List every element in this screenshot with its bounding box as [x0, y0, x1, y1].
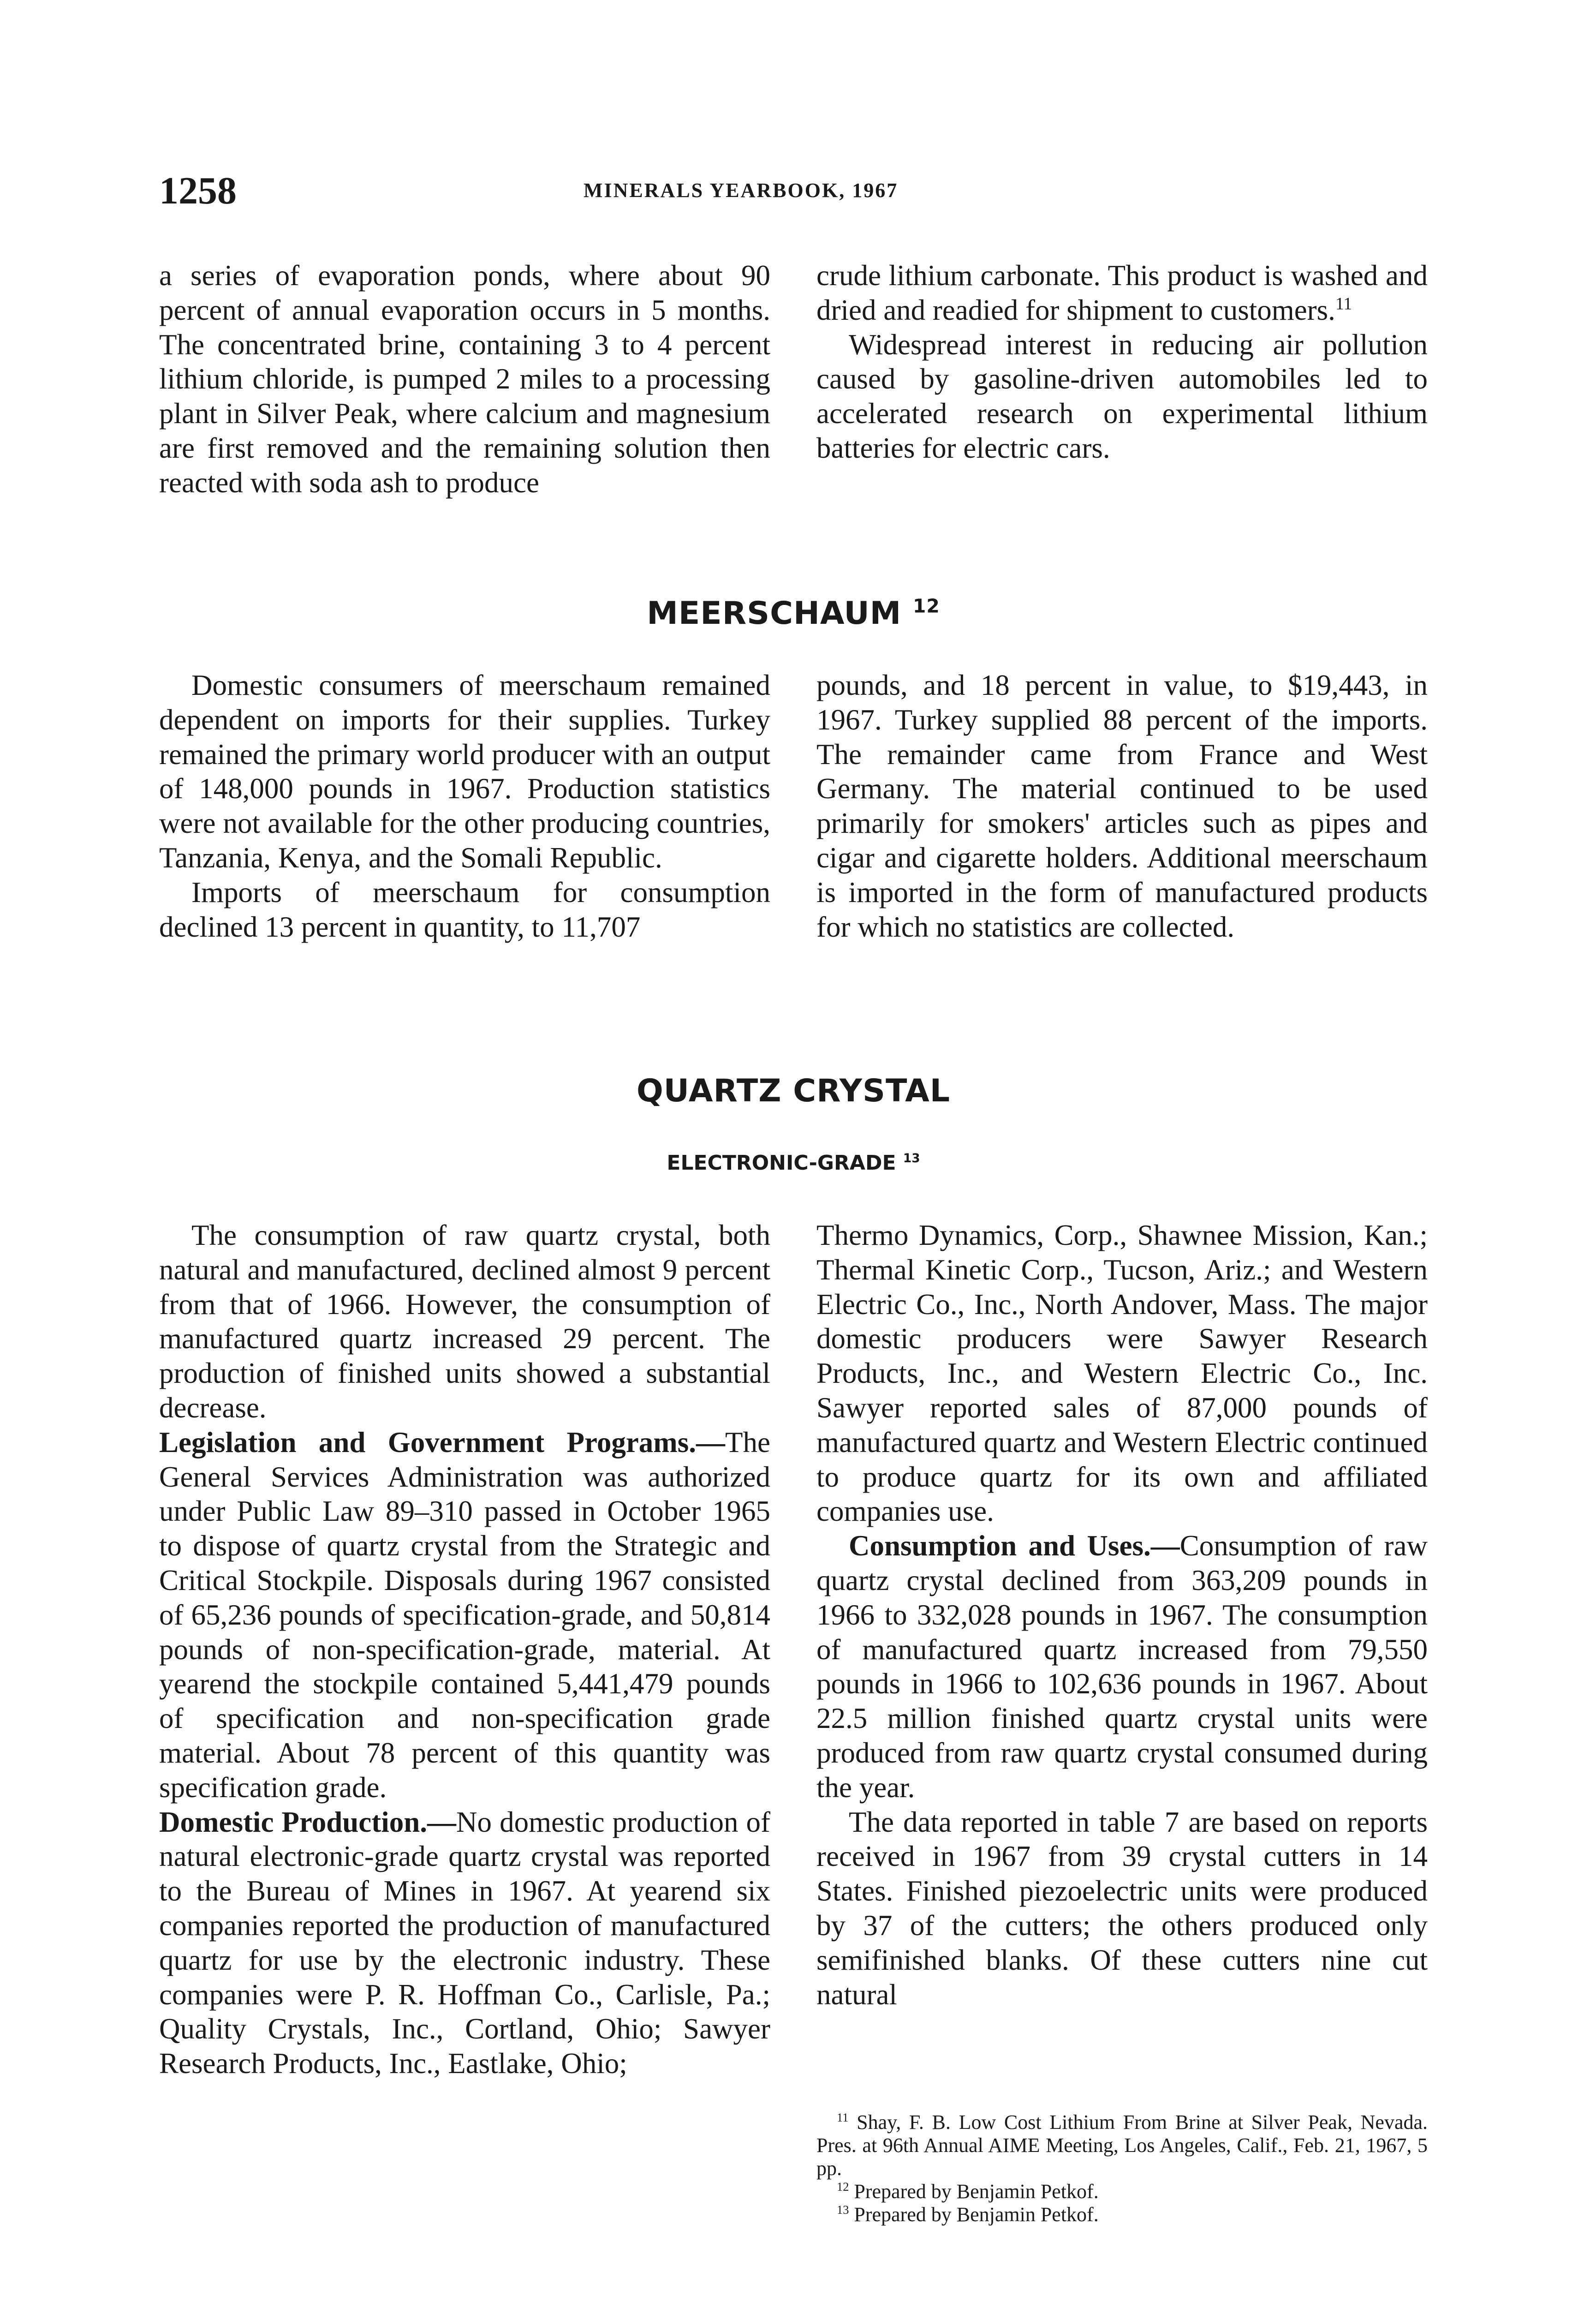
top-left-column [159, 258, 770, 500]
footnote-text: Prepared by Benjamin Petkof. [854, 2203, 1099, 2226]
page-header [159, 168, 1428, 219]
footnote-text: Shay, F. B. Low Cost Lithium From Brine at Silver Peak, Nevada. Pres. at 96th Annual AIME Meeting, Los Angeles, Calif., Feb. 21, 1967, 5 pp. [816, 2111, 1428, 2180]
top-right-column [816, 258, 1428, 466]
paragraph-text: No domestic production of natural electronic-grade quartz crystal was reported to the Bureau of Mines in 1967. At yearend six companies reported the production of manufactured quartz for use by the electronic industry. These companies were P. R. Hoffman Co., Carlisle, Pa.; Quality Crystals, Inc., Cortland, Ohio; Sawyer Research Products, Inc., Eastlake, Ohio; [159, 1805, 770, 2080]
paragraph: a series of evaporation ponds, where about 90 percent of annual evaporation occurs in 5 months. The concentrated brine, containing 3 to 4 percent lithium chloride, is pumped 2 miles to a processing plant in Silver Peak, where calcium and magnesium are first removed and the remaining solution then reacted with soda ash to produce [159, 259, 770, 499]
paragraph [159, 1425, 770, 1805]
meerschaum-left-column [159, 668, 770, 944]
run-in-heading: Legislation and Government Programs.— [159, 1426, 726, 1458]
meerschaum-right-column [816, 668, 1428, 944]
paragraph: Domestic consumers of meerschaum remained dependent on imports for their supplies. Turkey remained the primary world producer with an output of 148,000 pounds in 1967. Production statistics were not available for the other producing countries, Tanzania, Kenya, and the Somali Republic. [159, 669, 770, 874]
paragraph-text: Consumption of raw quartz crystal declined from 363,209 pounds in 1966 to 332,028 pounds in 1967. The consumption of manufactured quartz increased from 79,550 pounds in 1966 to 102,636 pounds in 1967. About 22.5 million finished quartz crystal units were produced from raw quartz crystal consumed during the year. [816, 1530, 1428, 1804]
subsection-title-text: ELECTRONIC-GRADE [667, 1151, 896, 1175]
paragraph: Thermo Dynamics, Corp., Shawnee Mission, Kan.; Thermal Kinetic Corp., Tucson, Ariz.; and Western Electric Co., Inc., North Andover, Mass. The major domestic producers were Sawyer Research Products, Inc., and Western Electric Co., Inc. Sawyer reported sales of 87,000 pounds of manufactured quartz and Western Electric continued to produce quartz for its own and affiliated companies use. [816, 1219, 1428, 1528]
paragraph-text: The General Services Administration was authorized under Public Law 89–310 passed in October 1965 to dispose of quartz crystal from the Strategic and Critical Stockpile. Disposals during 1967 consisted of 65,236 pounds of specification-grade, and 50,814 pounds of non-specification-grade, material. At yearend the stockpile contained 5,441,479 pounds of specification and non-specification grade material. About 78 percent of this quantity was specification grade. [159, 1426, 770, 1804]
footnote [816, 2111, 1428, 2180]
footnote-ref: 11 [1335, 294, 1352, 314]
paragraph: pounds, and 18 percent in value, to $19,443, in 1967. Turkey supplied 88 percent of the imports. The remainder came from France and West Germany. The material continued to be used primarily for smokers' articles such as pipes and cigar and cigarette holders. Additional meerschaum is imported in the form of manufactured products for which no statistics are collected. [816, 669, 1428, 943]
footnotes [816, 2111, 1428, 2226]
paragraph [816, 1529, 1428, 1805]
paragraph [159, 1805, 770, 2081]
quartz-right-column [816, 1218, 1428, 2012]
footnote-number: 12 [837, 2180, 849, 2194]
paragraph-text: crude lithium carbonate. This product is washed and dried and readied for shipment to customers. [816, 259, 1428, 326]
run-in-heading: Consumption and Uses.— [849, 1530, 1180, 1562]
footnote-number: 11 [837, 2110, 849, 2125]
paragraph: The consumption of raw quartz crystal, both natural and manufactured, declined almost 9 percent from that of 1966. However, the consumption of manufactured quartz increased 29 percent. The production of finished units showed a substantial decrease. [159, 1219, 770, 1424]
footnote-ref: 12 [913, 595, 940, 617]
run-in-heading: Domestic Production.— [159, 1805, 457, 1838]
footnote-number: 13 [837, 2203, 849, 2217]
footnote [816, 2203, 1428, 2226]
section-title-text: MEERSCHAUM [647, 595, 902, 632]
page-number: 1258 [159, 169, 237, 212]
paragraph: Imports of meerschaum for consumption declined 13 percent in quantity, to 11,707 [159, 876, 770, 943]
footnote [816, 2180, 1428, 2203]
section-title-quartz-crystal: QUARTZ CRYSTAL [636, 1073, 951, 1109]
section-title-meerschaum [159, 595, 1428, 632]
footnote-ref: 13 [903, 1151, 920, 1166]
running-head: MINERALS YEARBOOK, 1967 [584, 179, 899, 202]
subsection-title-electronic-grade [159, 1151, 1428, 1175]
quartz-left-column [159, 1218, 770, 2081]
paragraph: The data reported in table 7 are based on reports received in 1967 from 39 crystal cutters in 14 States. Finished piezoelectric units were produced by 37 of the cutters; the others produced only semifinished blanks. Of these cutters nine cut natural [816, 1805, 1428, 2011]
paragraph [816, 258, 1428, 328]
footnote-text: Prepared by Benjamin Petkof. [854, 2180, 1099, 2203]
paragraph: Widespread interest in reducing air pollution caused by gasoline-driven automobiles led to accelerated research on experimental lithium batteries for electric cars. [816, 328, 1428, 464]
